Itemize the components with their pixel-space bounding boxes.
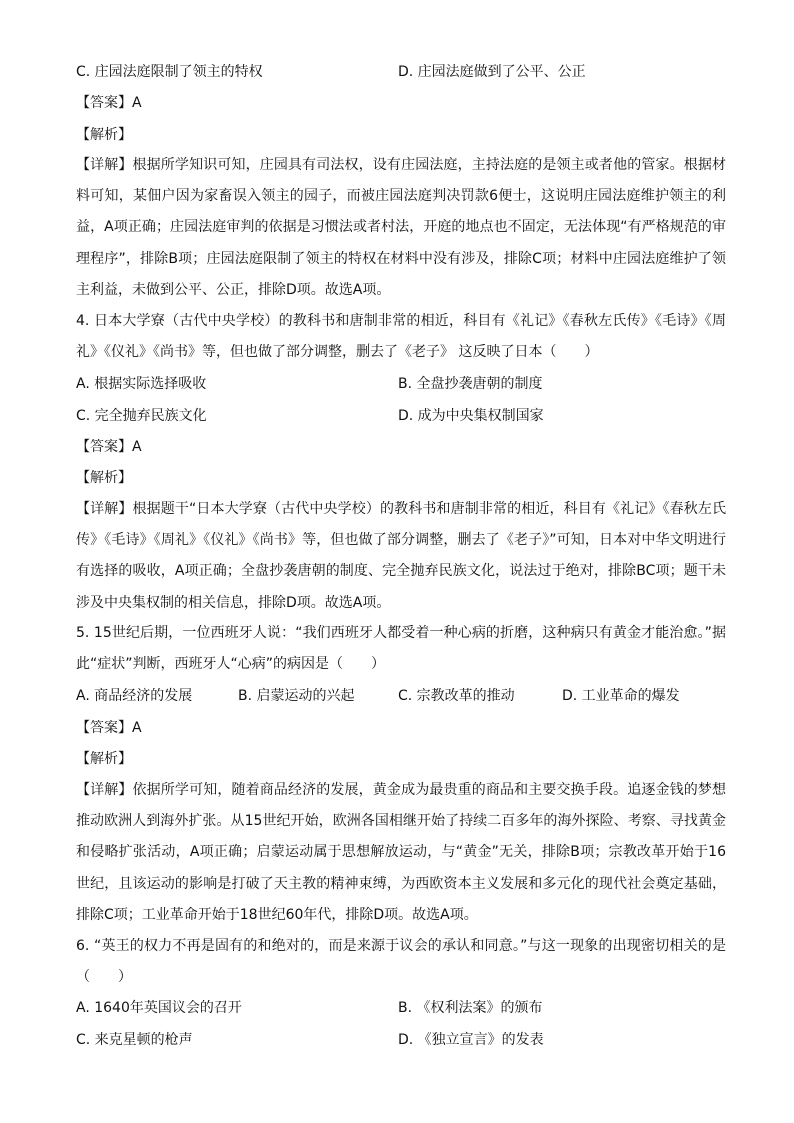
q6-option-c: C. 来克星顿的枪声 (76, 1032, 193, 1048)
q3-option-c: C. 庄园法庭限制了领主的特权 (76, 64, 263, 80)
q4-analysis-label: 【解析】 (76, 470, 132, 486)
q4-option-d: D. 成为中央集权制国家 (398, 408, 544, 424)
q3-option-d: D. 庄园法庭做到了公平、公正 (398, 64, 586, 80)
q4-option-c: C. 完全抛弃民族文化 (76, 408, 207, 424)
q6-stem: 6. “英王的权力不再是固有的和绝对的，而是来源于议会的承认和同意。”与这一现象的出现密切相关的是（ ） (76, 938, 726, 986)
q3-analysis-label: 【解析】 (76, 127, 132, 143)
q5-option-b: B. 启蒙运动的兴起 (238, 688, 355, 704)
q6-option-b: B. 《权利法案》的颁布 (398, 1000, 543, 1016)
q3-answer: 【答案】A (76, 95, 142, 111)
q5-analysis-label: 【解析】 (76, 751, 132, 767)
q5-option-a: A. 商品经济的发展 (76, 688, 193, 704)
q4-detail: 【详解】根据题干“日本大学寮（古代中央学校）的教科书和唐制非常的相近，科目有《礼记》《春秋左氏传》《毛诗》《周礼》《仪礼》《尚书》等，但也做了部分调整，删去了《老子》”可知，日本对中华文明进行有选择的吸收，A项正确；全盘抄袭唐朝的制度、完全抛弃民族文化，说法过于绝对，排除BC项；题干未涉及中央集权制的相关信息，排除D项。故选A项。 (76, 501, 726, 611)
q3-detail: 【详解】根据所学知识可知，庄园具有司法权，设有庄园法庭，主持法庭的是领主或者他的管家。根据材料可知，某佃户因为家畜误入领主的园子，而被庄园法庭判决罚款6便士，这说明庄园法庭维护领主的利益，A项正确；庄园法庭审判的依据是习惯法或者村法，开庭的地点也不固定，无法体现“有严格规范的审理程序”，排除B项；庄园法庭限制了领主的特权在材料中没有涉及，排除C项；材料中庄园法庭维护了领主利益，未做到公平、公正，排除D项。故选A项。 (76, 157, 726, 298)
q4-option-b: B. 全盘抄袭唐朝的制度 (398, 376, 543, 392)
q4-stem: 4. 日本大学寮（古代中央学校）的教科书和唐制非常的相近，科目有《礼记》《春秋左氏传》《毛诗》《周礼》《仪礼》《尚书》等，但也做了部分调整，删去了《老子》 这反映了日本（ ） (76, 313, 726, 361)
q4-option-a: A. 根据实际选择吸收 (76, 376, 207, 392)
q5-stem: 5. 15世纪后期，一位西班牙人说：“我们西班牙人都受着一种心病的折磨，这种病只有黄金才能治愈。”据此“症状”判断，西班牙人“心病”的病因是（ ） (76, 625, 726, 673)
q5-answer: 【答案】A (76, 720, 142, 736)
q4-answer: 【答案】A (76, 439, 142, 455)
q6-option-d: D. 《独立宣言》的发表 (398, 1032, 544, 1048)
q5-option-c: C. 宗教改革的推动 (398, 688, 515, 704)
q5-option-d: D. 工业革命的爆发 (562, 688, 680, 704)
q6-option-a: A. 1640年英国议会的召开 (76, 1000, 242, 1016)
q5-detail: 【详解】依据所学可知，随着商品经济的发展，黄金成为最贵重的商品和主要交换手段。追逐金钱的梦想推动欧洲人到海外扩张。从15世纪开始，欧洲各国相继开始了持续二百多年的海外探险、考察、寻找黄金和侵略扩张活动，A项正确；启蒙运动属于思想解放运动，与“黄金”无关，排除B项；宗教改革开始于16世纪，且该运动的影响是打破了天主教的精神束缚，为西欧资本主义发展和多元化的现代社会奠定基础，排除C项；工业革命开始于18世纪60年代，排除D项。故选A项。 (76, 782, 726, 923)
